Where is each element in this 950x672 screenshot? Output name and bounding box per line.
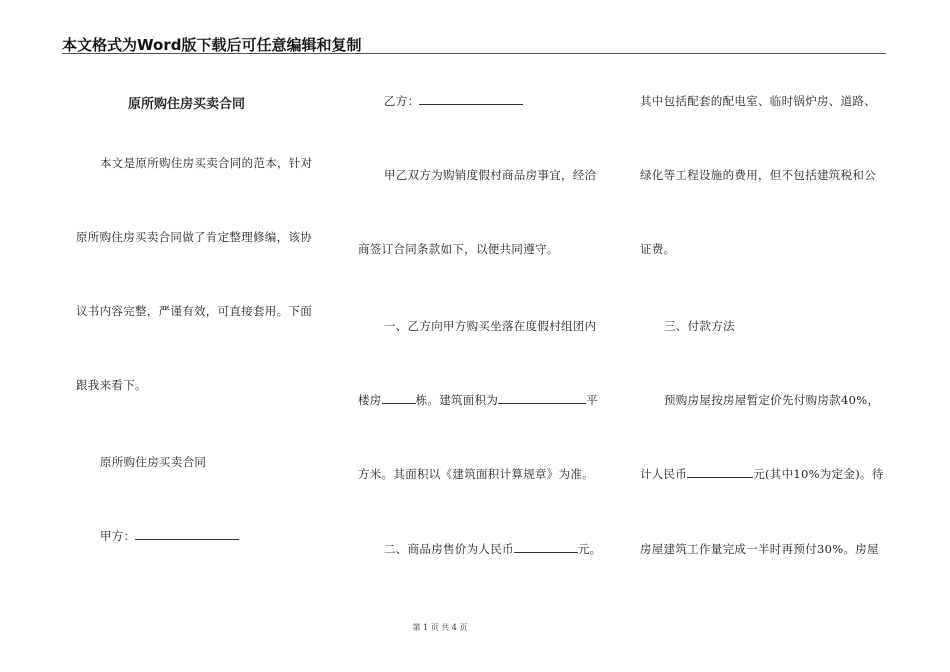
contract-title: 原所购住房买卖合同 — [128, 97, 246, 112]
header-divider — [62, 53, 886, 54]
col3-line-5 — [640, 466, 884, 482]
clause-preamble-1: 甲乙双方为购销度假村商品房事宜，经洽 — [384, 168, 597, 182]
subtitle: 原所购住房买卖合同 — [100, 455, 207, 469]
party-a-line — [100, 528, 239, 544]
party-b-blank[interactable] — [419, 94, 523, 105]
intro-line-4: 跟我来看下。 — [76, 378, 147, 392]
article-1-line-2 — [358, 392, 598, 408]
party-a-label: 甲方： — [100, 529, 136, 543]
payment-blank[interactable] — [687, 467, 753, 478]
intro-line-2: 原所购住房买卖合同做了肯定整理修编，该协 — [76, 230, 312, 244]
article-1-line-3: 方米。其面积以《建筑面积计算规章》为准。 — [358, 467, 594, 481]
article-3-heading: 三、付款方法 — [664, 319, 735, 333]
clause-preamble-2: 商签订合同条款如下，以便共同遵守。 — [358, 242, 559, 256]
art2-unit: 元。 — [577, 542, 602, 556]
col3-line-1: 其中包括配套的配电室、临时锅炉房、道路、 — [640, 94, 876, 108]
price-blank[interactable] — [514, 542, 578, 553]
article-1-line-1: 一、乙方向甲方购买坐落在度假村组团内 — [384, 319, 597, 333]
intro-line-1: 本文是原所购住房买卖合同的范本，针对 — [100, 156, 313, 170]
art1-building-label: 楼房 — [358, 393, 382, 407]
party-b-label: 乙方： — [384, 94, 420, 108]
payment-label: 计人民币 — [640, 467, 688, 481]
col3-line-3: 证费。 — [640, 242, 676, 256]
party-b-line — [384, 93, 523, 109]
page-number: 第 1 页 共 4 页 — [412, 623, 468, 632]
col3-line-2: 绿化等工程设施的费用，但不包括建筑税和公 — [640, 168, 876, 182]
document-header: 本文格式为Word版下载后可任意编辑和复制 — [62, 36, 362, 54]
party-a-blank[interactable] — [135, 529, 239, 540]
area-blank[interactable] — [498, 393, 586, 404]
article-2-line — [384, 541, 601, 557]
building-number-blank[interactable] — [382, 393, 416, 404]
art2-price-label: 二、商品房售价为人民币 — [384, 542, 514, 556]
intro-line-3: 议书内容完整，严谨有效，可直接套用。下面 — [76, 304, 312, 318]
payment-note: 元(其中10%为定金)。待 — [753, 467, 884, 481]
col3-line-4: 预购房屋按房屋暂定价先付购房款40%， — [664, 393, 880, 407]
art1-area-label: 栋。建筑面积为 — [415, 393, 499, 407]
col3-line-6: 房屋建筑工作量完成一半时再预付30%。房屋 — [640, 542, 879, 556]
art1-unit: 平 — [586, 393, 599, 407]
